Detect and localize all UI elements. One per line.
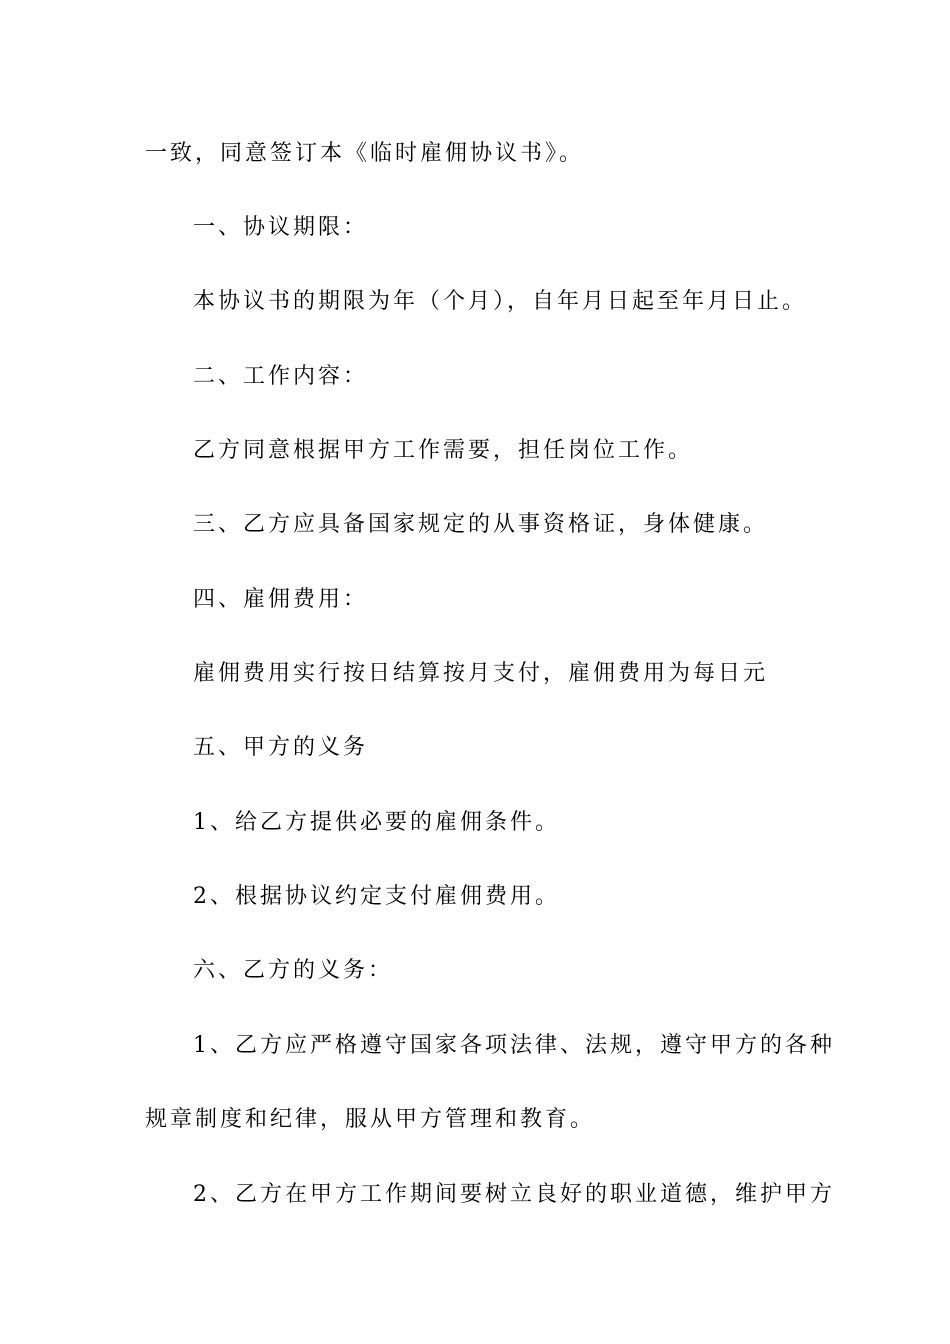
section-heading: 三、乙方应具备国家规定的从事资格证，身体健康。 [193, 512, 769, 537]
paragraph-line: 乙方同意根据甲方工作需要，担任岗位工作。 [193, 438, 694, 463]
paragraph-line: 本协议书的期限为年（个月），自年月日起至年月日止。 [193, 289, 808, 314]
paragraph-line: 一致，同意签订本《临时雇佣协议书》。 [145, 141, 585, 166]
section-heading: 五、甲方的义务 [193, 735, 369, 760]
section-heading: 二、工作内容： [193, 364, 369, 389]
paragraph-line: 雇佣费用实行按日结算按月支付，雇佣费用为每日元 [193, 661, 769, 686]
list-item: 2、根据协议约定支付雇佣费用。 [193, 884, 560, 909]
list-item: 2、乙方在甲方工作期间要树立良好的职业道德，维护甲方 [193, 1182, 835, 1207]
list-item: 1、乙方应严格遵守国家各项法律、法规，遵守甲方的各种 [193, 1033, 835, 1058]
section-heading: 一、协议期限： [193, 215, 369, 240]
section-heading: 四、雇佣费用： [193, 587, 369, 612]
section-heading: 六、乙方的义务： [193, 958, 394, 983]
paragraph-line: 规章制度和纪律，服从甲方管理和教育。 [145, 1107, 596, 1132]
list-item: 1、给乙方提供必要的雇佣条件。 [193, 810, 560, 835]
